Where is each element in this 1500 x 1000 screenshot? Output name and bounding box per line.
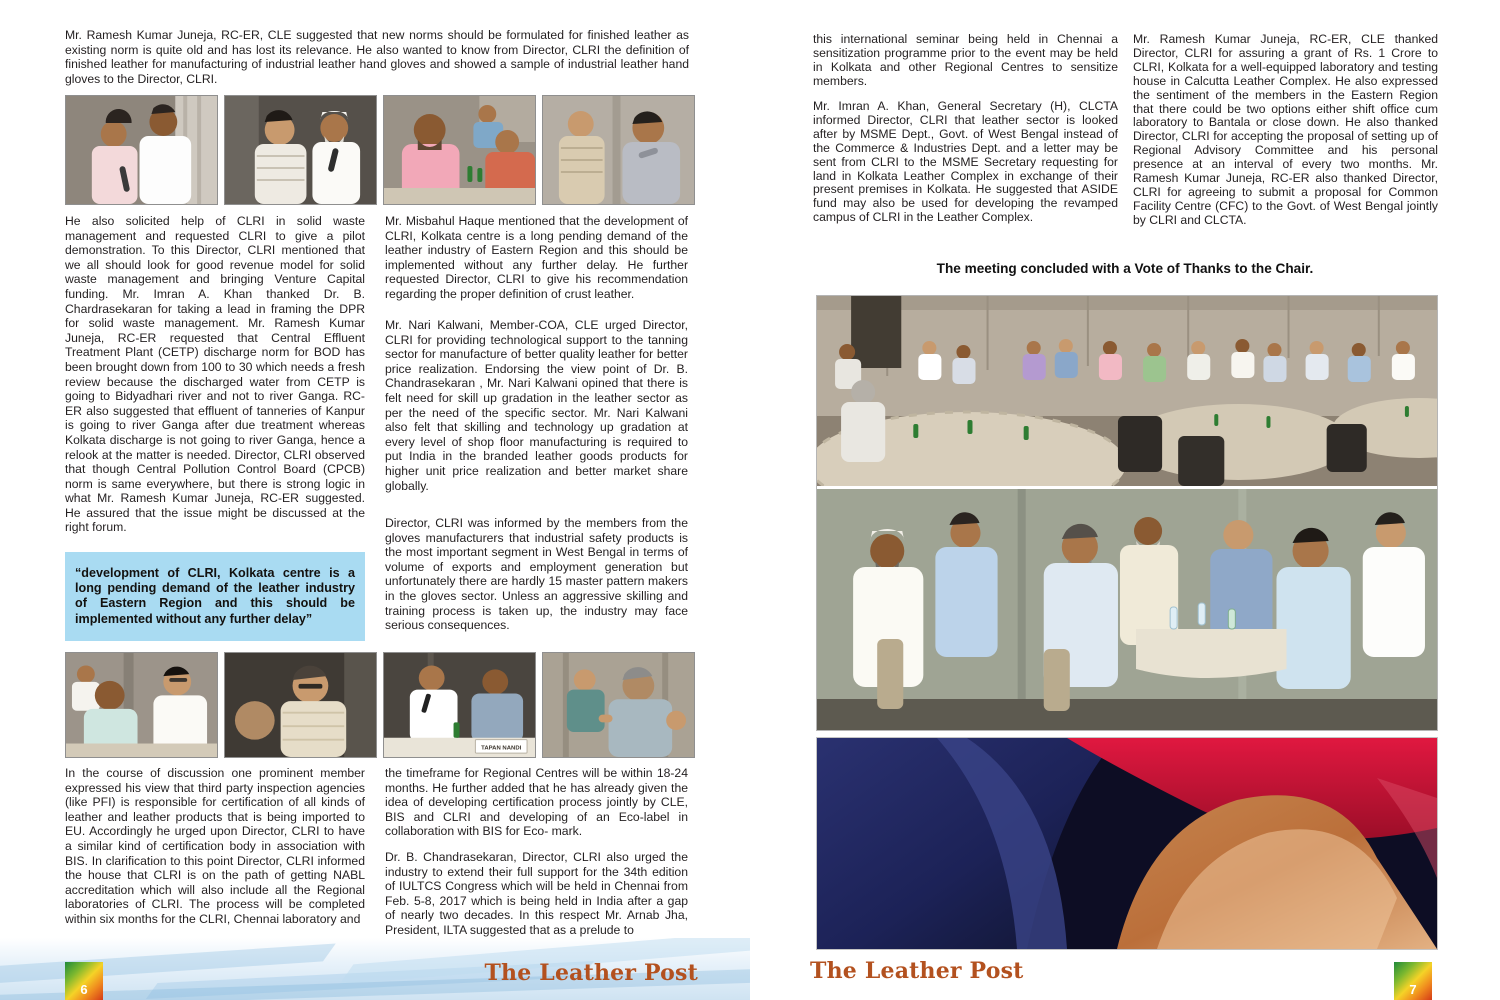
magazine-logo: The Leather Post <box>810 958 1024 984</box>
photo-illustration <box>543 96 694 204</box>
photo-delegates-closeup <box>817 489 1437 730</box>
left-col2-paragraph-3: Director, CLRI was informed by the members from the gloves manufacturers that industrial safety products is the most important segment in West Bengal in terms of volume of exports and employment generation but unfortunately there are hardly 15 master pattern makers in the gloves sector. Unless an aggressive skilling and training process is taken up, the industry may face serious consequences. <box>385 516 688 633</box>
photo-delegates-3 <box>383 95 536 205</box>
photo-delegates-1 <box>65 95 218 205</box>
photo-illustration <box>817 738 1437 949</box>
photo-nameplate: TAPAN NANDI <box>481 745 522 752</box>
photo-strip-top <box>65 95 695 205</box>
photo-illustration <box>225 96 376 204</box>
page-number: 6 <box>65 962 103 1000</box>
magazine-logo: The Leather Post <box>484 960 698 986</box>
photo-delegates-4 <box>542 95 695 205</box>
meeting-photo-block <box>816 295 1438 731</box>
photo-meeting-hall <box>817 296 1437 486</box>
pull-quote: “development of CLRI, Kolkata centre is a long pending demand of the leather industry of Eastern Region and this should be implemented without any further delay” <box>65 552 365 641</box>
left-col2-paragraph-2: Mr. Nari Kalwani, Member-COA, CLE urged Director, CLRI for providing technological support to the tanning sector for manufacture of better quality leather for better price realization. Endorsing the view point of Dr. B. Chandrasekaran , Mr. Nari Kalwani opined that there is felt need for skill up gradation in the leather sector as per the need of the specific sector. Mr. Nari Kalwani also felt that skilling and technology up gradation at every level of shop floor manufacturing is required to put India in the branded leather goods products for higher unit price realization and better market share globally. <box>385 318 688 493</box>
photo-delegates-5 <box>65 652 218 758</box>
photo-delegates-6 <box>224 652 377 758</box>
photo-delegates-2 <box>224 95 377 205</box>
page-number: 7 <box>1394 962 1432 1000</box>
right-col1-paragraph-1: this international seminar being held in Chennai a sensitization programme prior to the event may be held in Kolkata and other Regional Centres to sensitize members. <box>813 32 1118 88</box>
photo-illustration <box>66 653 217 757</box>
right-col1-paragraph-2: Mr. Imran A. Khan, General Secretary (H), CLCTA informed Director, CLRI that leather sector is looked after by MSME Dept., Govt. of West Bengal instead of the Commerce & Industries Dept. and a letter may be sent from CLRI to the MSME Secretary requesting for land in Kolkata Leather Complex in exchange of their present premises in Kolkata. He suggested that ASIDE fund may also be used for developing the revamped campus of CLRI in the Leather Complex. <box>813 99 1118 225</box>
photo-illustration <box>543 653 694 757</box>
left-col1-bottom-paragraph: In the course of discussion one prominent member expressed his view that third party inspection agencies (like PFI) is responsible for certification of all kinds of leather and leather products that is being imported to EU. Accordingly he urged upon Director, CLRI to have a similar kind of certification body in association with BIS. In clarification to this point Director, CLRI informed the house that CLRI is on the path of getting NABL accreditation which will also include all the Regional laboratories of CLRI. The process will be completed within six months for the CLRI, Chennai laboratory and <box>65 766 365 926</box>
right-col2-paragraph-1: Mr. Ramesh Kumar Juneja, RC-ER, CLE thanked Director, CLRI for assuring a grant of Rs. 1 Crore to CLRI, Kolkata for a well-equipped laboratory and testing house in Calcutta Leather Complex. He also expressed the sentiment of the members in the Eastern Region that there could be two options either shift office cum laboratory to Bantala or close down. He also thanked Director, CLRI for accepting the proposal of setting up of Regional Advisory Committee and his personal presence at an interval of every two months. Mr. Ramesh Kumar Juneja, RC-ER also thanked Director, CLRI for agreeing to submit a proposal for Common Facility Centre (CFC) to the Govt. of West Bengal jointly by CLRI and CLCTA. <box>1133 32 1438 227</box>
photo-delegates-7 <box>383 652 536 758</box>
left-col2-paragraph-1: Mr. Misbahul Haque mentioned that the development of CLRI, Kolkata centre is a long pending demand of the leather industry of Eastern Region and this should be implemented without any further delay. He further requested Director, CLRI to give his recommendation regarding the proper definition of crust leather. <box>385 214 688 301</box>
page-right <box>750 0 1500 1000</box>
photo-delegates-8 <box>542 652 695 758</box>
photo-strip-bottom <box>65 652 695 758</box>
conclusion-line: The meeting concluded with a Vote of Thanks to the Chair. <box>936 261 1314 276</box>
left-col1-paragraph: He also solicited help of CLRI in solid waste management and requested CLRI to give a pilot demonstration. To this Director, CLRI mentioned that we all should look for good revenue model for solid waste management and bringing Venture Capital funding. Mr. Imran A. Khan thanked Dr. B. Chardrasekaran for taking a lead in framing the DPR for solid waste management. Mr. Ramesh Kumar Juneja, RC-ER requested that Central Effluent Treatment Plant (CETP) discharge norm for BOD has been brought down from 100 to 30 which needs a fresh review because the discharged water from CETP is going to Bidyadhari river and not to river Ganga. RC-ER also suggested that effluent of tanneries of Kanpur is going to river Ganga after due treatment whereas Kolkata discharge is not going to river Ganga, hence a relook at the matter is needed. Director, CLRI observed that though Central Pollution Control Board (CPCB) norm is same everywhere, but there is strong logic in what Mr. Ramesh Kumar Juneja, RC-ER suggested. He assured that the issue might be discussed at the right forum. <box>65 214 365 535</box>
left-col2-paragraph-4: the timeframe for Regional Centres will be within 18-24 months. He further added that he has already given the idea of developing certification process jointly by CLE, BIS and CLRI and developing of an Eco-label in collaboration with BIS for Eco- mark. <box>385 766 688 839</box>
leather-photo <box>816 737 1438 950</box>
intro-paragraph: Mr. Ramesh Kumar Juneja, RC-ER, CLE suggested that new norms should be formulated for finished leather as existing norm is quite old and has lost its relevance. He also wanted to know from Director, CLRI the definition of finished leather for manufacturing of industrial leather hand gloves and showed a sample of industrial leather hand gloves to the Director, CLRI. <box>65 28 689 86</box>
photo-illustration <box>384 653 535 757</box>
photo-illustration <box>225 653 376 757</box>
photo-illustration <box>384 96 535 204</box>
left-col2-paragraph-5: Dr. B. Chandrasekaran, Director, CLRI also urged the industry to extend their full support for the 34th edition of IULTCS Congress which will be held in Chennai from Feb. 5-8, 2017 which is being held in India after a gap of nearly two decades. In this respect Mr. Arnab Jha, President, ILTA suggested that as a prelude to <box>385 850 688 937</box>
photo-illustration <box>66 96 217 204</box>
